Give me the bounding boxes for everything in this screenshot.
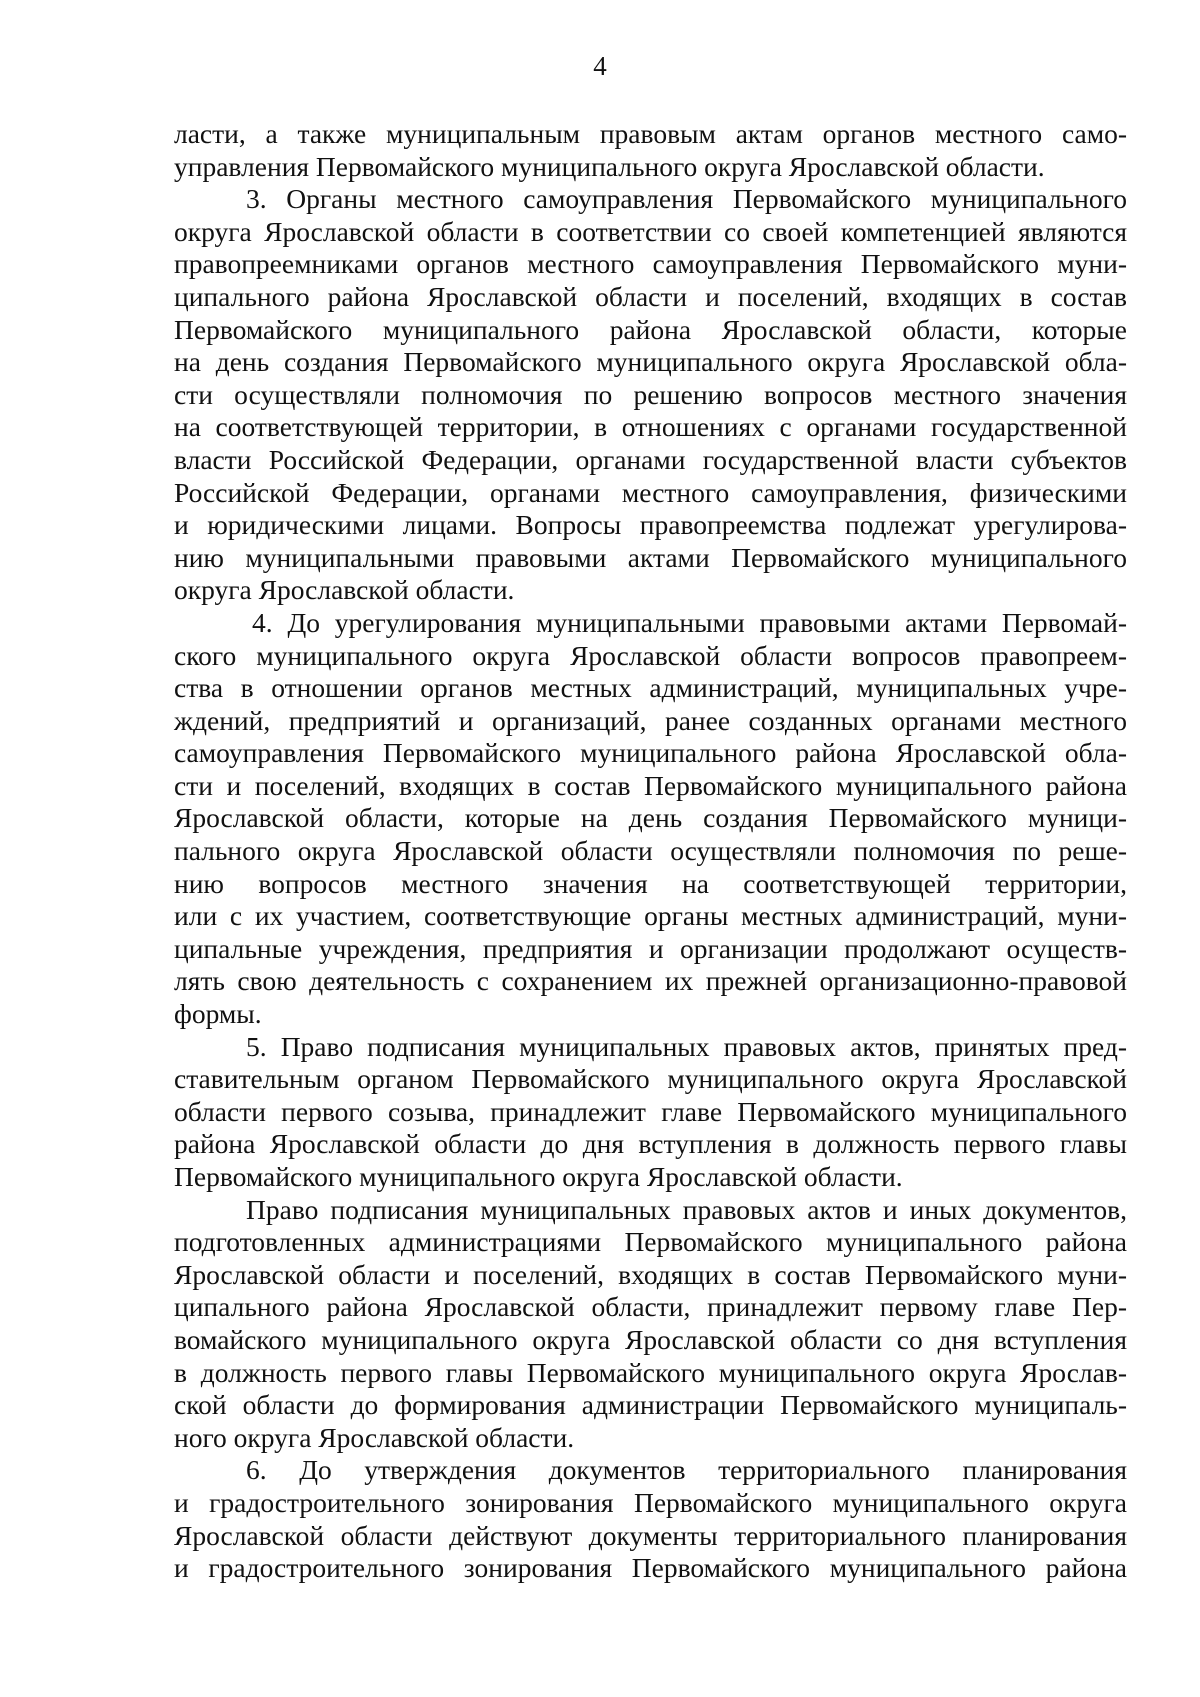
text-line: Первомайского муниципального района Ярославской области, которые bbox=[174, 313, 1127, 345]
text-line: ципальные учреждения, предприятия и организации продолжают осуществ- bbox=[174, 932, 1127, 964]
text-line: формы. bbox=[174, 998, 262, 1030]
text-line: вомайского муниципального округа Ярославской области со дня вступления bbox=[174, 1323, 1127, 1355]
text-line: 3. Органы местного самоуправления Первомайского муниципального bbox=[246, 183, 1127, 215]
text-line: округа Ярославской области. bbox=[174, 574, 515, 606]
text-line: ждений, предприятий и организаций, ранее созданных органами местного bbox=[174, 704, 1127, 736]
text-line: или с их участием, соответствующие органы местных администраций, муни- bbox=[174, 900, 1127, 932]
text-line: Право подписания муниципальных правовых актов и иных документов, bbox=[246, 1193, 1127, 1225]
text-line: пального округа Ярославской области осуществляли полномочия по реше- bbox=[174, 835, 1127, 867]
text-line: сти осуществляли полномочия по решению вопросов местного значения bbox=[174, 378, 1127, 410]
text-line: на день создания Первомайского муниципального округа Ярославской обла- bbox=[174, 346, 1127, 378]
text-line: области первого созыва, принадлежит главе Первомайского муниципального bbox=[174, 1095, 1127, 1127]
paragraph-item-5-continued bbox=[174, 1194, 1127, 1455]
text-line: управления Первомайского муниципального округа Ярославской области. bbox=[174, 150, 1045, 182]
text-line: Ярославской области и поселений, входящих в состав Первомайского муни- bbox=[174, 1258, 1127, 1290]
paragraph-item-4 bbox=[174, 607, 1127, 1031]
paragraph-item-3 bbox=[174, 183, 1127, 607]
text-line: ципального района Ярославской области, принадлежит первому главе Пер- bbox=[174, 1291, 1127, 1323]
text-line: Ярославской области, которые на день создания Первомайского муници- bbox=[174, 802, 1127, 834]
text-line: лять свою деятельность с сохранением их прежней организационно-правовой bbox=[174, 965, 1127, 997]
text-line: Российской Федерации, органами местного самоуправления, физическими bbox=[174, 476, 1127, 508]
text-line: в должность первого главы Первомайского муниципального округа Ярослав- bbox=[174, 1356, 1127, 1388]
text-line: района Ярославской области до дня вступления в должность первого главы bbox=[174, 1128, 1127, 1160]
text-line: ставительным органом Первомайского муниципального округа Ярославской bbox=[174, 1063, 1127, 1095]
text-line: правопреемниками органов местного самоуправления Первомайского муни- bbox=[174, 248, 1127, 280]
text-line: 5. Право подписания муниципальных правовых актов, принятых пред- bbox=[246, 1030, 1127, 1062]
text-line: и градостроительного зонирования Первомайского муниципального округа bbox=[174, 1486, 1127, 1518]
text-line: и юридическими лицами. Вопросы правопреемства подлежат урегулирова- bbox=[174, 509, 1127, 541]
text-line: Ярославской области действуют документы территориального планирования bbox=[174, 1519, 1127, 1551]
text-line: ства в отношении органов местных администраций, муниципальных учре- bbox=[174, 672, 1127, 704]
text-line: ципального района Ярославской области и поселений, входящих в состав bbox=[174, 280, 1127, 312]
page-number: 4 bbox=[593, 51, 607, 81]
text-line: ласти, а также муниципальным правовым актам органов местного само- bbox=[174, 118, 1127, 149]
text-line: власти Российской Федерации, органами государственной власти субъектов bbox=[174, 443, 1127, 475]
text-line: ного округа Ярославской области. bbox=[174, 1421, 575, 1453]
paragraph-item-6 bbox=[174, 1454, 1127, 1584]
text-line: нию муниципальными правовыми актами Первомайского муниципального bbox=[174, 541, 1127, 573]
text-line: Первомайского муниципального округа Ярославской области. bbox=[174, 1161, 903, 1192]
text-line: 6. До утверждения документов территориального планирования bbox=[246, 1454, 1127, 1486]
text-line: подготовленных администрациями Первомайского муниципального района bbox=[174, 1226, 1127, 1258]
text-line: округа Ярославской области в соответствии со своей компетенцией являются bbox=[174, 215, 1127, 247]
text-line: ского муниципального округа Ярославской области вопросов правопреем- bbox=[174, 639, 1127, 671]
text-line: ской области до формирования администрации Первомайского муниципаль- bbox=[174, 1389, 1127, 1421]
text-line: на соответствующей территории, в отношениях с органами государственной bbox=[174, 411, 1127, 443]
text-line: и градостроительного зонирования Первомайского муниципального района bbox=[174, 1552, 1127, 1584]
paragraph-continuation bbox=[174, 118, 1127, 183]
text-line: нию вопросов местного значения на соответствующей территории, bbox=[174, 867, 1127, 899]
text-line: 4. До урегулирования муниципальными правовыми актами Первомай- bbox=[252, 606, 1127, 638]
paragraph-item-5 bbox=[174, 1031, 1127, 1194]
document-body bbox=[174, 118, 1127, 1585]
text-line: самоуправления Первомайского муниципального района Ярославской обла- bbox=[174, 737, 1127, 769]
text-line: сти и поселений, входящих в состав Первомайского муниципального района bbox=[174, 769, 1127, 801]
